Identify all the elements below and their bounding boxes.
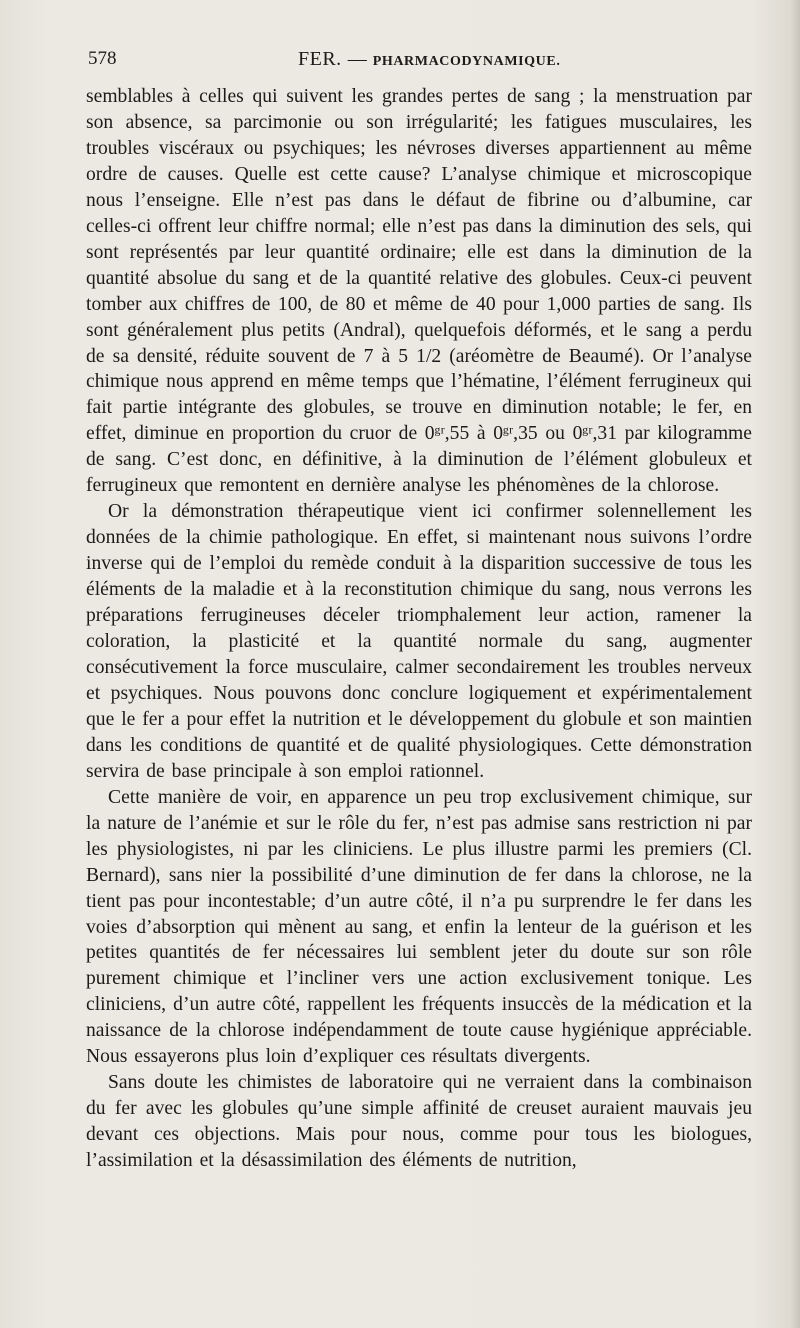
running-title-separator: — <box>347 49 367 70</box>
running-title-sub: PHARMACODYNAMIQUE. <box>372 54 561 69</box>
paragraph-4: Sans doute les chimistes de laboratoire qui ne verraient dans la combinaison du fer avec les globules qu’une simple affinité de creuset auraient mauvais jeu devant ces objections. Mais pour nous, comme pour tous les biologues, l’assimilation et la désassimilation des éléments de nutrition, <box>86 1072 752 1172</box>
paragraph-1: semblables à celles qui suivent les grandes pertes de sang ; la menstruation par son absence, sa parcimonie ou son irrégularité; les fatigues musculaires, les troubles viscéraux ou psychiques; les névroses diverses appartiennent au même ordre de causes. Quelle est cette cause? L’analyse chimique et microscopique nous l’enseigne. Elle n’est pas dans le défaut de fibrine ou d’albumine, car celles-ci offrent leur chiffre normal; elle n’est pas dans la diminution des sels, qui sont représentés par leur quantité ordinaire; elle est dans la diminution de la quantité absolue du sang et de la quantité relative des globules. Ceux-ci peuvent tomber aux chiffres de 100, de 80 et même de 40 pour 1,000 parties de sang. Ils sont généralement plus petits (Andral), quelquefois déformés, et le sang a perdu de sa densité, réduite souvent de 7 à 5 1/2 (aréomètre de Beaumé). Or l’analyse chimique nous apprend en même temps que l’hématine, l’élément ferrugineux qui fait partie intégrante des globules, se trouve en diminution notable; le fer, en effet, diminue en proportion du cruor de 0ᵍʳ,55 à 0ᵍʳ,35 ou 0ᵍʳ,31 par kilogramme de sang. C’est donc, en définitive, à la diminution de l’élément globuleux et ferrugineux que remontent en dernière analyse les phénomènes de la chlorose. <box>86 86 752 497</box>
paragraph-2: Or la démonstration thérapeutique vient ici confirmer solennellement les données de la chimie pathologique. En effet, si maintenant nous suivons l’ordre inverse qui de l’emploi du remède conduit à la disparition successive de tous les éléments de la maladie et à la reconstitution chimique du sang, nous verrons les préparations ferrugineuses déceler triomphalement leur action, ramener la coloration, la plasticité et la quantité normale du sang, augmenter consécutivement la force musculaire, calmer secondairement les troubles nerveux et psychiques. Nous pouvons donc conclure logiquement et expérimentalement que le fer a pour effet la nutrition et le développement du globule et son maintien dans les conditions de quantité et de qualité physiologiques. Cette démonstration servira de base principale à son emploi rationnel. <box>86 501 752 782</box>
body-text <box>86 84 752 1174</box>
page-edge-shadow <box>790 0 800 1328</box>
page-header <box>88 48 754 76</box>
paragraph-3: Cette manière de voir, en apparence un peu trop exclusivement chimique, sur la nature de l’anémie et sur le rôle du fer, n’est pas admise sans restriction ni par les physiologistes, ni par les cliniciens. Le plus illustre parmi les premiers (Cl. Bernard), sans nier la possibilité d’une diminution de fer dans la chlorose, ne la tient pas pour incontestable; d’un autre côté, il n’a pu surprendre le fer dans les voies d’absorption qui mènent au sang, et enfin la lenteur de la guérison et les petites quantités de fer nécessaires lui semblent jeter du doute sur son rôle purement chimique et l’incliner vers une action exclusivement tonique. Les cliniciens, d’un autre côté, rappellent les fréquents insuccès de la médication et la naissance de la chlorose indépendamment de toute cause hygiénique appréciable. Nous essayerons plus loin d’expliquer ces résultats divergents. <box>86 786 752 1068</box>
page-number: 578 <box>88 48 117 69</box>
running-title-main: FER. <box>298 48 342 70</box>
running-title <box>298 48 560 71</box>
